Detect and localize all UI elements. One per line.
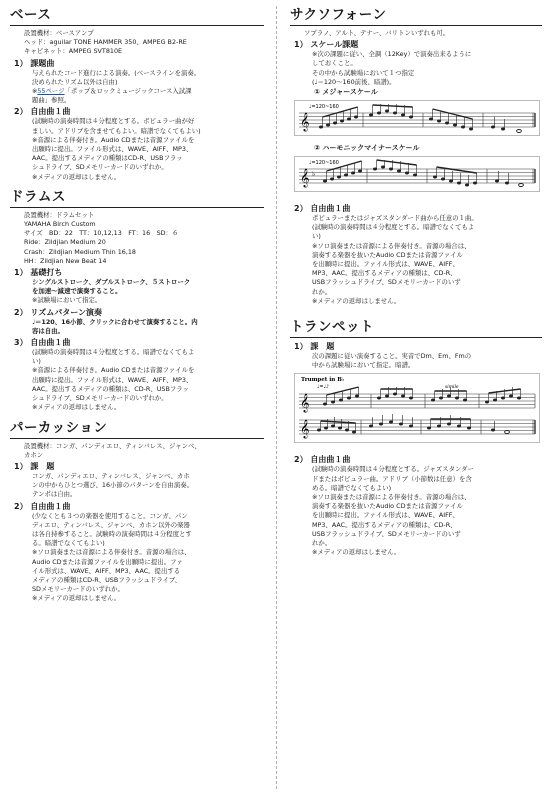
tempo-mark: ♩=120~160 [309,160,339,167]
item-heading: 1） 基礎打ち [14,268,63,278]
item-heading: 3） 自由曲１曲 [14,338,71,348]
item-body: コンガ、パンディエロ、ティンバレス、ジャンベ、カホ ンの中からひとつ選び、16小節のパターンを自由演奏。 テンポは自由。 [32,471,193,499]
item-body: 次の課題に従い演奏すること。実音でDm、Em、Fmの 中から試験場において指定。暗譜。 [312,352,472,370]
drums-section [10,188,264,413]
section-title: トランペット [290,318,542,338]
section-title: サクソフォーン [290,6,542,26]
equipment-line: 設置機材：コンガ、パンディエロ、ティンバレス、ジャンベ、 カホン [24,441,201,459]
item-heading: 1） 課題曲 [14,58,55,68]
page-link[interactable]: 55ページ [37,87,65,96]
tempo-mark: ♩=120~160 [309,104,339,111]
item-body: (試験時の演奏時間は４分程度とする。ジャズスタンダー ドまたはポピュラー曲。アドリブ（小節数は任意）を含 める。暗譜でなくてもよい) ※ソロ演奏または音源による伴奏付き。音源の場合は、 演奏する楽器を抜いたAudio CDまたは音源ファイル を出願時に提出。ファイル形式は、WAVE、AIFF、 MP3、AAC。提出するメディアの種類は、CD-R、 USBフラッシュドライブ、SDメモリーカードのいず れか。 ※メディアの返却はしません。 [312,465,474,557]
trumpet-score [294,373,540,443]
left-column [10,6,264,610]
section-title: ドラムス [10,188,264,208]
section-title: パーカッション [10,419,264,439]
equipment-line: HH：Zildjian New Beat 14 [24,256,107,265]
percussion-section [10,419,264,604]
item-body: (試験時の演奏時間は４分程度とする。ボピュラー曲が好 ましい。アドリブを含ませてもよい。暗譜でなくてもよい) ※音源による伴奏付き。Audio CDまたは音源ファイルを 出願時に提出。ファイル形式は、WAVE、AIFF、MP3、 AAC。提出するメディアの種類はCD-R、USBフラッ シュドライブ、SDメモリーカードのいずれか。 ※メディアの返却はしません。 [32,117,201,181]
item-body-emphasis: ♩＝120、16小節、クリックに合わせて演奏すること。内 容は自由。 [32,317,198,335]
ref-prefix: ※ [32,87,38,96]
item-body: ※試験場において指定。 [32,296,102,305]
reference-note [10,87,264,105]
section-title: ベース [10,6,264,26]
item-heading: 2） 自由曲１曲 [14,501,71,511]
item-body: (試験時の演奏時間は４分程度とする。暗譜でなくてもよ い) ※音源による伴奏付き。Audio CDまたは音源ファイルを 出願時に提出。ファイル形式は、WAVE、AIFF、MP3、 AAC。提出するメディアの種類は、CD-R、USBフラッ シュドライブ、SDメモリーカードのいずれか。 ※メディアの返却はしません。 [32,348,195,412]
item-body: 与えられたコード進行による演奏。(ベースラインを演奏。 決められたリズム以外は自由) [32,68,201,86]
flat-icon: ♭ [312,170,316,179]
harmonic-minor-scale-score [294,156,540,192]
equipment-line: 設置機材：ドラムセット [24,210,95,219]
section-intro: ソプラノ、アルト、テナー、バリトンいずれも可。 [304,29,450,37]
trumpet-section [290,318,542,557]
equipment-line: ヘッド：aguilar TONE HAMMER 350、AMPEG B2-RE [24,38,187,47]
treble-clef-icon: 𝄞 [300,419,310,439]
treble-clef-icon: 𝄞 [300,112,310,132]
column-divider [276,6,277,789]
item-heading: 1） 課 題 [294,342,335,352]
major-scale-score [294,100,540,136]
right-column [290,6,542,563]
saxophone-section [290,6,542,306]
item-body: ポピュラーまたはジャズスタンダード曲から任意の１曲。 (試験時の演奏時間は４分程度とする。暗譜でなくてもよ い) ※ソロ演奏または音源による伴奏付き。音源の場合は、 演奏する楽器を抜いたAudio CDまたは音源ファイル を出願時に提出。ファイル形式は、WAVE、AIFF、 MP3、AAC。提出するメディアの種類は、CD-R、 USBフラッシュドライブ、SDメモリーカードのいず れか。 ※メディアの返却はしません。 [312,214,478,305]
item-heading: 1） 課 題 [14,461,55,471]
item-body: (少なくとも３つの楽器を使用すること。コンガ、パン ディエロ、ティンバレス、ジャンベ、カホン以外の楽器 は各自持参すること。試験時の演奏時間は４分程度とす る。暗譜でなくてもよい) ※ソロ演奏または音源による伴奏付き。音源の場合は、 Audio CDまたは音源ファイルを出願時に提出。ファ イル形式は、WAVE、AIFF、MP3、AAC。提出する メディアの種類はCD-R、USBフラッシュドライブ、 SDメモリーカードのいずれか。 ※メディアの返却はしません。 [32,511,192,603]
item-heading: 2） リズムパターン演奏 [14,307,103,317]
equipment-line: Ride：Zildjian Medium 20 [24,238,106,247]
equipment-line: 設置機材：ベースアンプ [24,29,94,37]
treble-clef-icon: 𝄞 [300,393,310,413]
item-body-emphasis: シングルストローク、ダブルストローク、５ストローク を加速〜減速で演奏すること。 [32,278,191,296]
tempo-mark: ♩=♩♪ [317,384,330,391]
ref-suffix: 「ポップ＆ロックミュージックコース入試課 題曲」参照。 [32,87,192,105]
equipment-line: YAMAHA Birch Custom [24,220,96,229]
score-title: Trumpet in B♭ [301,377,345,384]
equipment-line: Crash：Zildjian Medium Thin 16,18 [24,247,137,256]
item-heading: 2） 自由曲１曲 [294,204,351,214]
item-heading: 2） 自由曲１曲 [14,107,71,117]
equipment-line: キャビネット：AMPEG SVT810E [24,47,123,56]
item-body: ※次の課題に従い、全調（12Key）で演奏出来るように しておくこと。 その中から試験場において１つ指定 (♩＝120〜160前後、暗譜)。 [312,50,472,86]
bass-section [10,6,264,182]
treble-clef-icon: 𝄞 [300,168,310,188]
scale-title: ① メジャースケール [314,88,378,97]
equipment-line: サイズ BD：22 TT：10,12,13 FT：16 SD：６ [24,229,179,238]
item-heading: 1） スケール課題 [294,40,359,50]
simile-mark: simile [445,385,459,391]
scale-title: ② ハーモニックマイナースケール [314,144,420,153]
item-heading: 2） 自由曲１曲 [294,455,351,465]
